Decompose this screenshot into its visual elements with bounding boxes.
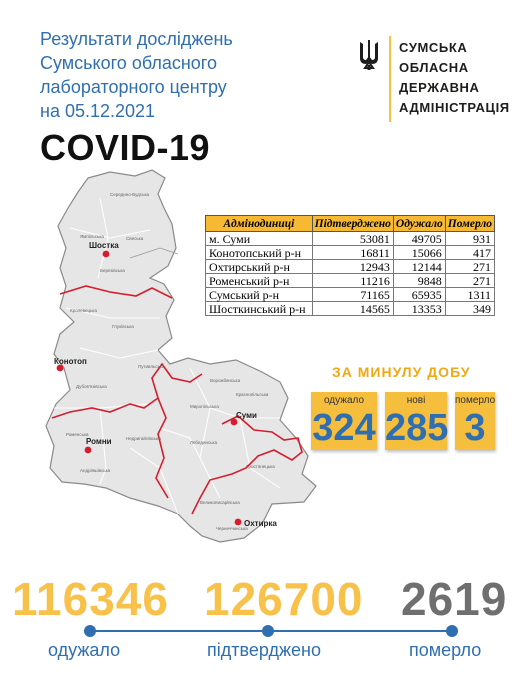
cell-confirmed: 14565: [312, 302, 393, 316]
daily-new-box: [385, 392, 447, 450]
cell-recovered: 13353: [393, 302, 445, 316]
title-line-3: лабораторного центру: [40, 77, 227, 97]
svg-text:Роменська: Роменська: [66, 432, 89, 437]
header-deaths: Померло: [445, 216, 494, 232]
total-recovered-value: 116346: [12, 573, 169, 625]
cell-district: Роменський р-н: [206, 274, 313, 288]
daily-new-value: 285: [385, 407, 449, 449]
svg-text:Дубов'язівська: Дубов'язівська: [76, 384, 107, 389]
svg-text:Краснопільська: Краснопільська: [236, 392, 269, 397]
city-label-romny: Ромни: [86, 437, 112, 446]
table-row: [206, 274, 495, 288]
table-row: [206, 246, 495, 260]
svg-text:Глухівська: Глухівська: [112, 324, 134, 329]
svg-text:Березівська: Березівська: [100, 268, 125, 273]
cell-district: Конотопський р-н: [206, 246, 313, 260]
cell-confirmed: 16811: [312, 246, 393, 260]
timeline-dot-recovered: [84, 625, 96, 637]
header-recovered: Одужало: [393, 216, 445, 232]
cell-deaths: 417: [445, 246, 494, 260]
cell-district: Охтирський р-н: [206, 260, 313, 274]
cell-recovered: 9848: [393, 274, 445, 288]
title-line-1: Результати досліджень: [40, 29, 233, 49]
svg-text:Миропільська: Миропільська: [190, 404, 219, 409]
administration-line-4: АДМІНІСТРАЦІЯ: [399, 100, 510, 115]
title-line-2: Сумського обласного: [40, 53, 217, 73]
svg-text:Недригайлівська: Недригайлівська: [126, 436, 161, 441]
svg-text:Середино-Будська: Середино-Будська: [110, 192, 150, 197]
city-label-konotop: Конотоп: [54, 357, 87, 366]
city-label-okhtyrka: Охтирка: [244, 519, 277, 528]
cell-deaths: 349: [445, 302, 494, 316]
svg-text:Андріяшівська: Андріяшівська: [80, 468, 111, 473]
svg-text:Лебединська: Лебединська: [190, 440, 218, 445]
daily-recovered-label: одужало: [323, 395, 365, 406]
svg-text:Чернеччинська: Чернеччинська: [216, 526, 248, 531]
daily-deaths-box: [455, 392, 495, 450]
table-header-row: [206, 216, 495, 232]
total-confirmed-label: підтверджено: [207, 640, 321, 660]
cell-recovered: 15066: [393, 246, 445, 260]
timeline-dot-confirmed: [262, 625, 274, 637]
city-label-sumy: Суми: [236, 411, 257, 420]
trident-icon: [358, 38, 380, 72]
daily-new-label: нові: [406, 395, 426, 406]
cell-recovered: 12144: [393, 260, 445, 274]
table-row: [206, 232, 495, 246]
table-row: [206, 302, 495, 316]
table-row: [206, 260, 495, 274]
administration-line-3: ДЕРЖАВНА: [399, 80, 480, 95]
total-deaths-value: 2619: [401, 573, 508, 625]
total-confirmed-value: 126700: [204, 573, 364, 625]
cell-district: Шосткинський р-н: [206, 302, 313, 316]
timeline-dot-deaths: [446, 625, 458, 637]
cell-district: Сумський р-н: [206, 288, 313, 302]
daily-title: ЗА МИНУЛУ ДОБУ: [332, 364, 471, 380]
cell-deaths: 271: [445, 274, 494, 288]
svg-text:Путивльська: Путивльська: [138, 364, 165, 369]
cell-confirmed: 11216: [312, 274, 393, 288]
svg-text:Кролевецька: Кролевецька: [70, 308, 97, 313]
administration-line-2: ОБЛАСНА: [399, 60, 469, 75]
title-line-4: на 05.12.2021: [40, 101, 156, 121]
svg-text:Свеська: Свеська: [126, 236, 144, 241]
cell-deaths: 1311: [445, 288, 494, 302]
header-district: Адмінодиниці: [206, 216, 313, 232]
svg-text:Великописарівська: Великописарівська: [200, 500, 240, 505]
svg-text:Ворожбянська: Ворожбянська: [210, 378, 241, 383]
city-label-shostka: Шостка: [89, 241, 119, 250]
total-deaths-label: померло: [409, 640, 482, 660]
cell-district: м. Суми: [206, 232, 313, 246]
administration-line-1: СУМСЬКА: [399, 40, 468, 55]
cell-confirmed: 12943: [312, 260, 393, 274]
table-row: [206, 288, 495, 302]
daily-recovered-box: [311, 392, 377, 450]
cell-deaths: 271: [445, 260, 494, 274]
header-confirmed: Підтверджено: [312, 216, 393, 232]
district-stats-table: [205, 215, 495, 316]
cell-recovered: 65935: [393, 288, 445, 302]
svg-text:Ямпільська: Ямпільська: [80, 234, 104, 239]
cell-deaths: 931: [445, 232, 494, 246]
total-recovered-label: одужало: [48, 640, 121, 660]
daily-deaths-value: 3: [464, 407, 486, 449]
covid-title: COVID-19: [40, 127, 211, 168]
cell-recovered: 49705: [393, 232, 445, 246]
daily-recovered-value: 324: [312, 407, 376, 449]
cell-confirmed: 71165: [312, 288, 393, 302]
daily-deaths-label: померло: [455, 395, 496, 406]
svg-text:Тростянецька: Тростянецька: [246, 464, 275, 469]
administration-divider: [389, 36, 391, 122]
cell-confirmed: 53081: [312, 232, 393, 246]
